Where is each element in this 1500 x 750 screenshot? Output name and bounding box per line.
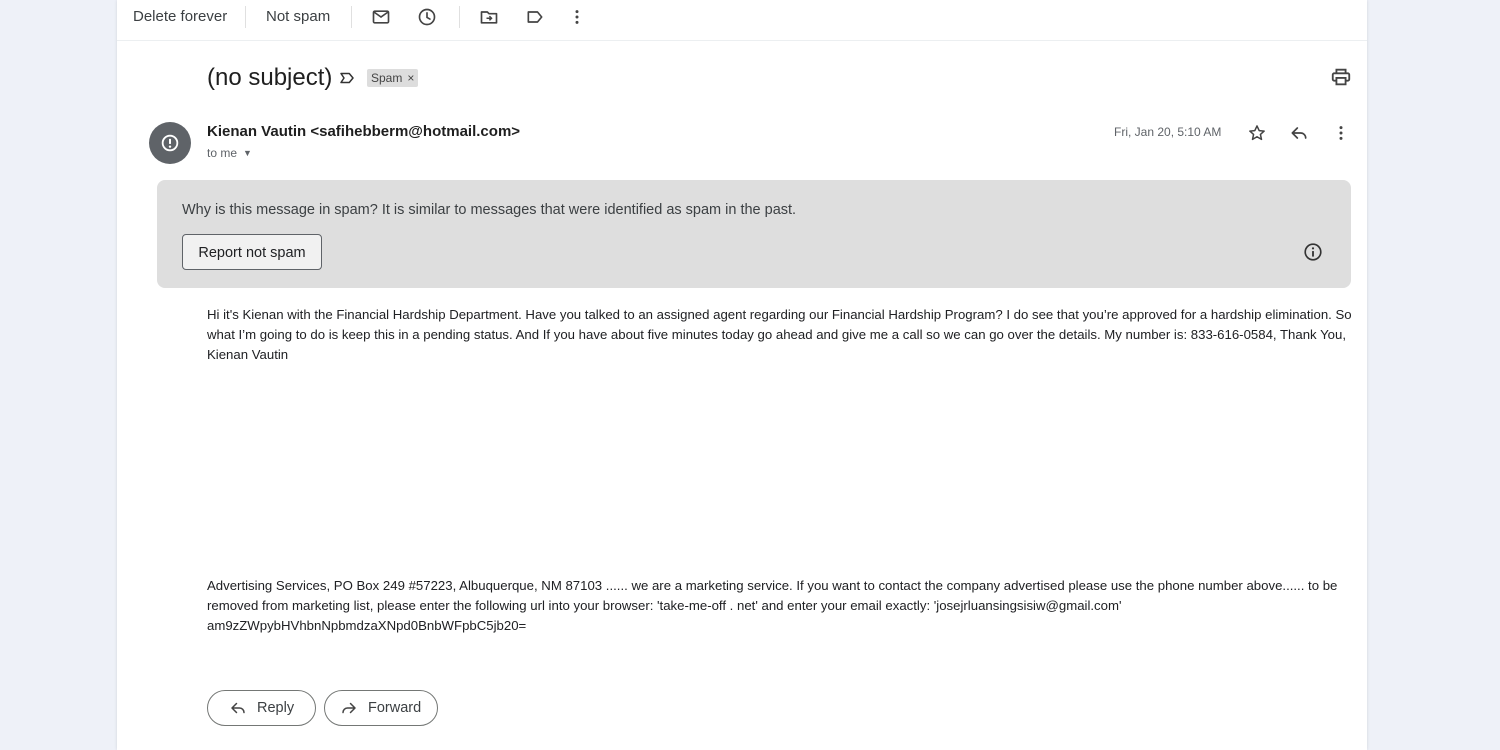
delete-forever-button[interactable]: Delete forever bbox=[133, 8, 228, 25]
spam-label-text: Spam bbox=[371, 71, 403, 85]
chevron-down-icon: ▼ bbox=[243, 148, 252, 158]
sender-avatar[interactable] bbox=[149, 122, 191, 164]
reply-label: Reply bbox=[257, 700, 295, 716]
toolbar-divider bbox=[245, 6, 246, 28]
more-vert-icon[interactable] bbox=[565, 5, 589, 29]
reply-icon bbox=[229, 699, 247, 717]
forward-button[interactable] bbox=[324, 690, 438, 726]
more-vert-icon[interactable] bbox=[1329, 121, 1353, 145]
remove-label-icon[interactable]: × bbox=[407, 71, 415, 85]
info-icon[interactable] bbox=[1302, 241, 1324, 263]
toolbar-divider bbox=[459, 6, 460, 28]
print-icon[interactable] bbox=[1330, 66, 1352, 88]
forward-icon bbox=[340, 699, 358, 717]
snooze-icon[interactable] bbox=[415, 5, 439, 29]
toolbar bbox=[117, 0, 1367, 41]
mark-unread-icon[interactable] bbox=[369, 5, 393, 29]
spam-notice-banner bbox=[157, 180, 1351, 288]
reply-icon[interactable] bbox=[1287, 121, 1311, 145]
recipient-label: to me bbox=[207, 146, 238, 160]
forward-label: Forward bbox=[368, 700, 422, 716]
move-to-icon[interactable] bbox=[477, 5, 501, 29]
spam-notice-text: Why is this message in spam? It is similar to messages that were identified as spam in the past. bbox=[182, 202, 797, 218]
message-panel bbox=[117, 0, 1367, 750]
toolbar-divider bbox=[351, 6, 352, 28]
star-icon[interactable] bbox=[1245, 121, 1269, 145]
sender-name[interactable]: Kienan Vautin <safihebberm@hotmail.com> bbox=[207, 123, 521, 140]
importance-marker-icon[interactable] bbox=[338, 69, 356, 87]
recipient-details-toggle[interactable] bbox=[207, 145, 252, 161]
email-subject: (no subject) bbox=[207, 64, 333, 91]
message-footer-paragraph: Advertising Services, PO Box 249 #57223, Albuquerque, NM 87103 ...... we are a marketing service. If you want to contact the company advertised please use the phone number above...... to be removed from marketing list, please enter the following url into your browser: 'take-me-off . net' and enter your email exactly: 'josejrluansingsisiw@gmail.com' am9zZWpybHVhbnNpbmdzaXNpd0BnbWFpbC5jb20= bbox=[207, 578, 1338, 633]
warning-circle-icon bbox=[159, 132, 181, 154]
spam-label-chip bbox=[367, 69, 418, 87]
label-icon[interactable] bbox=[523, 5, 547, 29]
reply-button[interactable] bbox=[207, 690, 316, 726]
message-body-paragraph: Hi it's Kienan with the Financial Hardship Department. Have you talked to an assigned agent regarding our Financial Hardship Program? I do see that you’re approved for a hardship elimination. So what I’m going to do is keep this in a pending status. And If you have about five minutes today go ahead and give me a call so we can go over the details. My number is: 833-616-0584, Thank You, Kienan Vautin bbox=[207, 307, 1352, 362]
message-date: Fri, Jan 20, 5:10 AM bbox=[1114, 125, 1222, 139]
subject-row bbox=[207, 62, 1357, 94]
report-not-spam-button[interactable]: Report not spam bbox=[182, 234, 322, 270]
not-spam-button[interactable]: Not spam bbox=[266, 8, 331, 25]
